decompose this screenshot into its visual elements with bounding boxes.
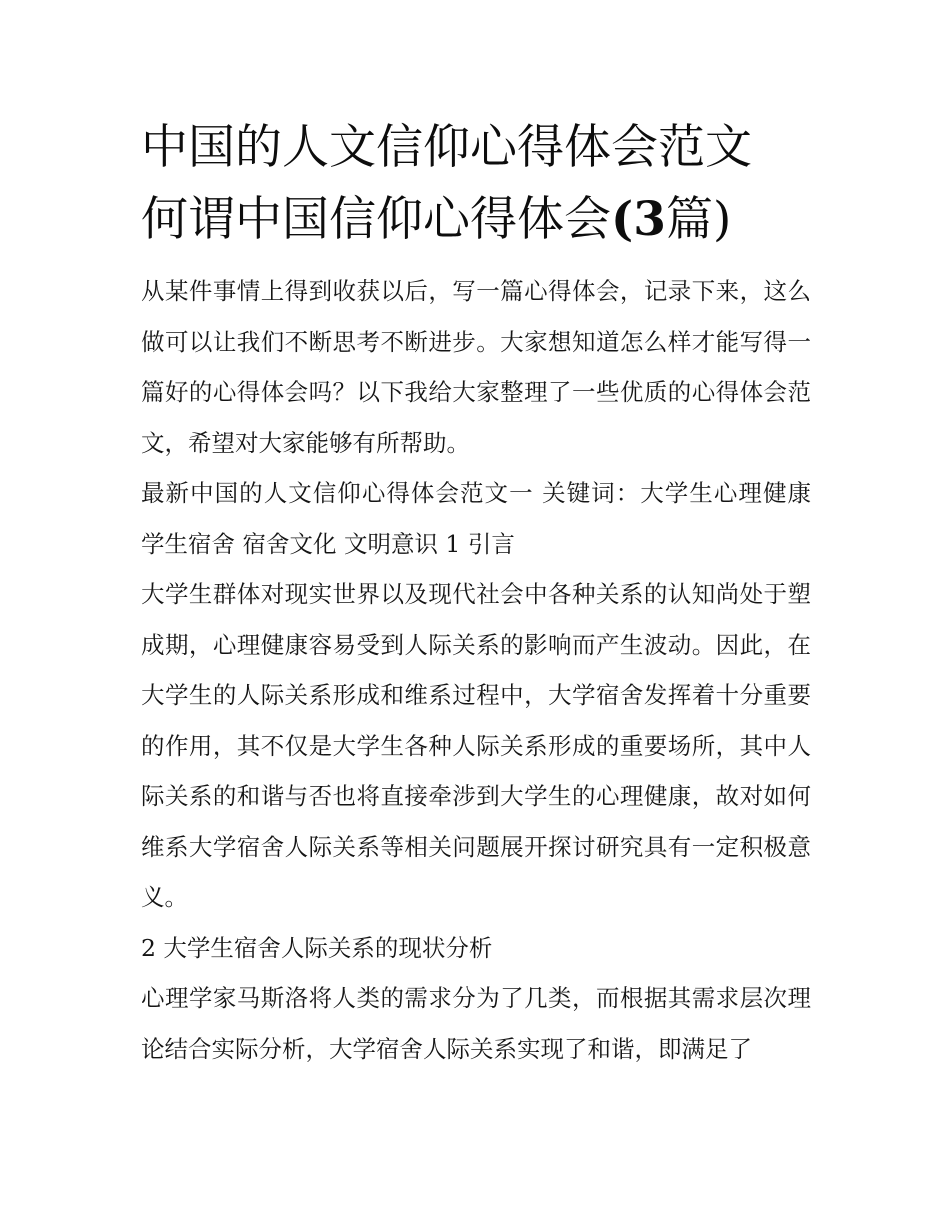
paragraph-keywords: 最新中国的人文信仰心得体会范文一 关键词：大学生心理健康 学生宿舍 宿舍文化 文明意识 1 引言 (141, 479, 811, 558)
title-count: (3 (611, 192, 666, 247)
document-title (141, 112, 811, 256)
title-line-2 (141, 184, 811, 256)
paragraph-section-2: 心理学家马斯洛将人类的需求分为了几类，而根据其需求层次理论结合实际分析，大学宿舍人际关系实现了和谐，即满足了 (141, 984, 811, 1063)
title-line-1: 中国的人文信仰心得体会范文 (141, 120, 752, 175)
section-heading-2: 2 大学生宿舍人际关系的现状分析 (141, 933, 493, 962)
paragraph-section-1: 大学生群体对现实世界以及现代社会中各种关系的认知尚处于塑成期，心理健康容易受到人际关系的影响而产生波动。因此，在大学生的人际关系形成和维系过程中，大学宿舍发挥着十分重要的作用，其不仅是大学生各种人际关系形成的重要场所，其中人际关系的和谐与否也将直接牵涉到大学生的心理健康，故对如何维系大学宿舍人际关系等相关问题展开探讨研究具有一定积极意义。 (141, 580, 811, 911)
document-body (141, 266, 811, 1074)
paragraph-intro: 从某件事情上得到收获以后，写一篇心得体会，记录下来，这么做可以让我们不断思考不断进步。大家想知道怎么样才能写得一篇好的心得体会吗？以下我给大家整理了一些优质的心得体会范文，希望对大家能够有所帮助。 (141, 277, 811, 457)
title-line-2-end: 篇) (665, 192, 732, 247)
title-line-2-text: 何谓中国信仰心得体会 (141, 192, 611, 247)
document-content (141, 112, 811, 1074)
